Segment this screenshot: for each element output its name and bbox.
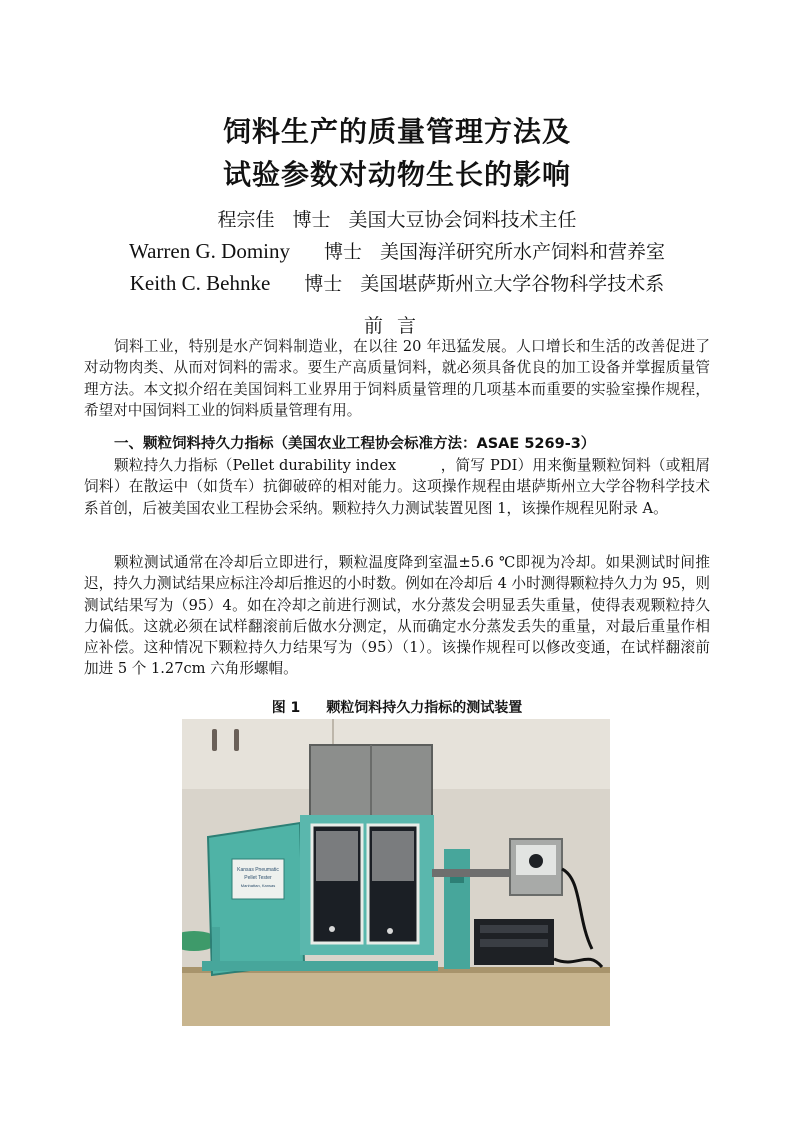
author-3-degree: 博士	[304, 273, 343, 295]
author-1	[0, 205, 794, 232]
pellet-tester-photo	[182, 719, 610, 1026]
author-2-name: Warren G. Dominy	[128, 239, 290, 263]
author-2	[0, 237, 794, 264]
author-3	[0, 269, 794, 296]
preface-paragraph: 饲料工业，特别是水产饲料制造业，在以往 20 年迅猛发展。人口增长和生活的改善促进了对动物肉类、从而对饲料的需求。要生产高质量饲料，就必须具备优良的加工设备并掌握质量管理方法。本文拟介绍在美国饲料工业界用于饲料质量管理的几项基本而重要的实验室操作规程，希望对中国饲料工业的饲料质量管理有用。	[84, 338, 710, 419]
title-line-2: 试验参数对动物生长的影响	[222, 158, 571, 191]
testing-paragraph: 颗粒测试通常在冷却后立即进行，颗粒温度降到室温±5.6 ℃即视为冷却。如果测试时间推迟，持久力测试结果应标注冷却后推迟的小时数。例如在冷却后 4 小时测得颗粒持久力为 95，则测试结果写为（95）4。如在冷却之前进行测试，水分蒸发会明显丢失重量，使得表观颗粒持久力偏低。这就必须在试样翻滚前后做水分测定，从而确定水分蒸发丢失的重量，对最后重量作相应补偿。这种情况下颗粒持久力结果写为（95）（1）。该操作规程可以修改变通，在试样翻滚前加进 5 个 1.27cm 六角形螺帽。	[84, 554, 710, 678]
title-line-1: 饲料生产的质量管理方法及	[222, 115, 571, 148]
figure-caption	[0, 697, 794, 717]
pdi-paragraph: 颗粒持久力指标（Pellet durability index ，简写 PDI）用来衡量颗粒饲料（或粗屑饲料）在散运中（如货车）抗御破碎的相对能力。这项操作规程由堪萨斯州立大学谷物科学技术系首创，后被美国农业工程协会采纳。颗粒持久力测试装置见图 1，该操作规程见附录 A。	[84, 457, 710, 517]
section-1-heading: 一、颗粒饲料持久力指标（美国农业工程协会标准方法：ASAE 5269-3）	[114, 436, 596, 452]
author-1-affiliation: 美国大豆协会饲料技术主任	[348, 209, 577, 231]
author-3-affiliation: 美国堪萨斯州立大学谷物科学技术系	[360, 273, 665, 295]
figure-label: 图 1	[271, 700, 301, 716]
author-3-name: Keith C. Behnke	[129, 271, 271, 295]
photo-post	[444, 849, 470, 969]
device-label-line-1: Kansas Pneumatic	[237, 867, 279, 873]
author-1-degree: 博士	[292, 209, 331, 231]
photo-counter	[182, 969, 610, 1026]
preface-heading: 前言	[363, 315, 430, 337]
figure-photo	[182, 719, 610, 1026]
author-1-name: 程宗佳	[217, 209, 275, 231]
figure-caption-text: 颗粒饲料持久力指标的测试装置	[326, 700, 523, 716]
device-label-line-2: Pellet Tester	[244, 875, 272, 881]
author-2-degree: 博士	[324, 241, 363, 263]
device-label-line-3: Manhattan, Kansas	[240, 883, 276, 888]
author-2-affiliation: 美国海洋研究所水产饲料和营养室	[380, 241, 666, 263]
